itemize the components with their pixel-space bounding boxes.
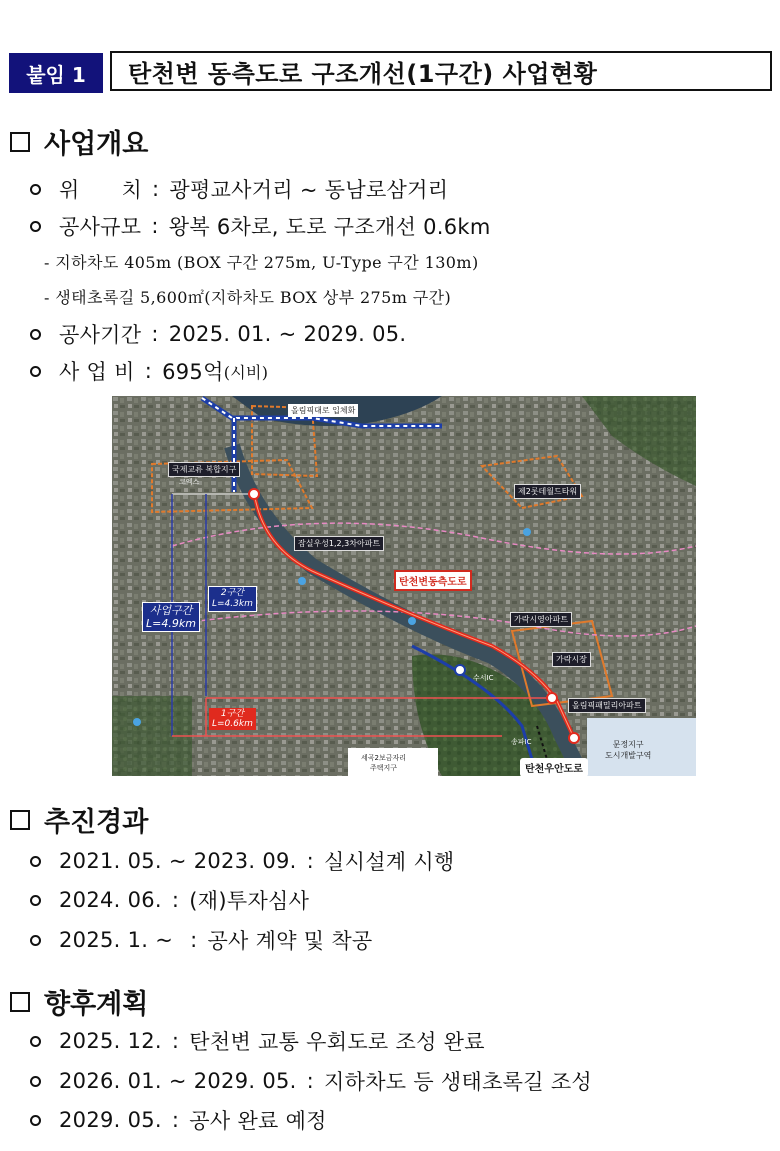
circle-bullet-icon [30, 895, 41, 906]
map-label-garak-market: 가락시장 [552, 652, 591, 667]
circle-bullet-icon [30, 329, 41, 340]
item-value: 실시설계 시행 [324, 850, 455, 874]
square-bullet-icon [10, 810, 30, 830]
item-separator: : [144, 359, 153, 383]
circle-bullet-icon [30, 366, 41, 377]
map-label-project-section: 사업구간 L=4.9km [142, 602, 200, 632]
item-note: (시비) [223, 362, 269, 382]
item-label: 2026. 01. ~ 2029. 05. [59, 1069, 297, 1093]
item-value: (재)투자심사 [189, 889, 310, 913]
map-label-olympic-road: 올림픽대로 입체화 [288, 404, 358, 417]
section-plan-heading [10, 982, 148, 1021]
map-label-jamsil-apt: 잠실우성1,2,3차아파트 [294, 536, 384, 551]
progress-item [30, 846, 455, 876]
item-separator: : [306, 849, 315, 873]
attachment-badge: 붙임 1 [9, 53, 103, 93]
scale-detail-greenway: - 생태초록길 5,600㎡(지하차도 BOX 상부 275m 구간) [44, 288, 452, 307]
section-title: 향후계획 [44, 989, 149, 1020]
item-separator: : [151, 214, 159, 238]
map-label-project-road: 탄천변동측도로 [394, 570, 472, 591]
map-label-segok: 세곡2보금자리 주택지구 [361, 754, 407, 772]
map-label-lotte-tower: 제2롯데월드타워 [514, 484, 581, 499]
map-label-songpa-ic: 송파IC [511, 738, 532, 746]
circle-bullet-icon [30, 184, 41, 195]
item-value: 광평교사거리 ~ 동남로삼거리 [169, 178, 449, 202]
map-label-section2: 2구간 L=4.3km [208, 586, 257, 612]
circle-bullet-icon [30, 221, 41, 232]
overview-cost [30, 356, 268, 386]
map-label-olympic-family: 올림픽패밀리아파트 [568, 698, 646, 713]
item-value: 지하차도 등 생태초록길 조성 [324, 1070, 592, 1094]
section-title: 사업개요 [44, 129, 149, 160]
item-label: 2025. 1. ~ [59, 928, 181, 952]
item-label: 공사규모 [59, 215, 142, 239]
progress-item [30, 885, 309, 915]
item-value: 2025. 01. ~ 2029. 05. [168, 322, 407, 346]
section-overview-heading [10, 122, 148, 161]
overview-location [30, 174, 448, 204]
item-label: 2025. 12. [59, 1029, 162, 1053]
overview-scale [30, 211, 491, 241]
item-value: 공사 완료 예정 [189, 1109, 327, 1133]
circle-bullet-icon [30, 1115, 41, 1126]
item-separator: : [171, 1108, 180, 1132]
item-label: 사 업 비 [59, 360, 135, 384]
overview-period [30, 319, 406, 349]
item-value: 공사 계약 및 착공 [207, 929, 373, 953]
item-separator: : [152, 177, 160, 201]
item-label: 위 치 [59, 178, 143, 202]
map-label-intl-district: 국제교류 복합지구 [168, 462, 240, 477]
section-progress-heading [10, 800, 148, 839]
section-title: 추진경과 [44, 807, 149, 838]
map-label-tancheon-right: 탄천우안도로 [520, 758, 588, 776]
map-label-section1: 1구간 L=0.6km [209, 708, 256, 730]
item-value: 695억 [162, 360, 224, 384]
item-label: 공사기간 [59, 323, 142, 347]
plan-item [30, 1105, 327, 1135]
map-label-coex: 코엑스 [179, 478, 200, 486]
circle-bullet-icon [30, 1036, 41, 1047]
square-bullet-icon [10, 992, 30, 1012]
scale-detail-underpass: - 지하차도 405m (BOX 구간 275m, U-Type 구간 130m) [44, 253, 479, 272]
project-map [112, 396, 696, 776]
document-title: 탄천변 동측도로 구조개선(1구간) 사업현황 [110, 51, 772, 91]
item-value: 왕복 6차로, 도로 구조개선 0.6km [168, 215, 491, 239]
item-label: 2024. 06. [59, 888, 162, 912]
item-value: 탄천변 교통 우회도로 조성 완료 [189, 1030, 485, 1054]
item-separator: : [190, 928, 198, 952]
map-label-garak-apt: 가락시영아파트 [510, 612, 572, 627]
item-label: 2021. 05. ~ 2023. 09. [59, 849, 297, 873]
item-separator: : [306, 1069, 315, 1093]
item-separator: : [151, 322, 159, 346]
plan-item [30, 1066, 592, 1096]
plan-item [30, 1026, 485, 1056]
progress-item [30, 925, 373, 955]
map-label-munjeong: 문정지구 도시개발구역 [605, 740, 652, 760]
item-label: 2029. 05. [59, 1108, 162, 1132]
circle-bullet-icon [30, 1076, 41, 1087]
item-separator: : [171, 888, 180, 912]
square-bullet-icon [10, 132, 30, 152]
circle-bullet-icon [30, 935, 41, 946]
circle-bullet-icon [30, 856, 41, 867]
map-label-suseo-ic: 수서IC [473, 674, 494, 682]
item-separator: : [171, 1029, 180, 1053]
